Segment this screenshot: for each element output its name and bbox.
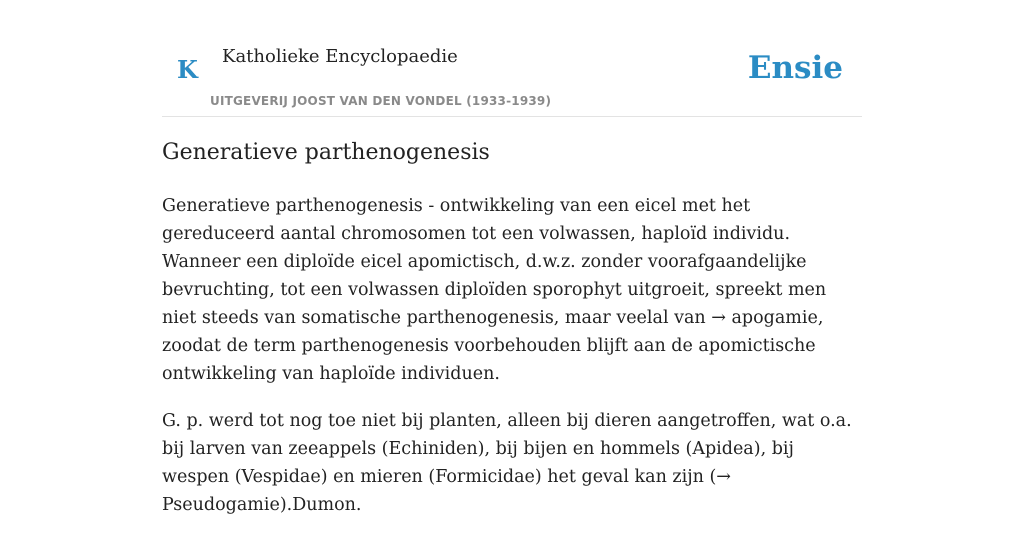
article-paragraph: G. p. werd tot nog toe niet bij planten, alleen bij dieren aangetroffen, wat o.a. bij larven van zeeappels (Echiniden), bij bijen en hommels (Apidea), bij wespen (Vespidae) en mieren (Formicidae) het geval kan zijn (→ Pseudogamie).Dumon. — [162, 411, 852, 515]
page-title: Generatieve parthenogenesis — [162, 140, 490, 165]
site-title[interactable]: Katholieke Encyclopaedie — [222, 46, 458, 67]
article-paragraph: Generatieve parthenogenesis - ontwikkeling van een eicel met het gereduceerd aantal chromosomen tot een volwassen, haploïd individu. Wanneer een diploïde eicel apomictisch, d.w.z. zonder voorafgaandelijke bevruchting, tot een volwassen diploïden sporophyt uitgroeit, spreekt men niet steeds van somatische parthenogenesis, maar veelal van → apogamie, zoodat de term parthenogenesis voorbehouden blijft aan de apomictische ontwikkeling van haploïde individuen. — [162, 196, 827, 384]
page — [162, 0, 862, 515]
encyclopedia-logo[interactable]: K — [177, 55, 198, 84]
header — [162, 0, 862, 117]
publisher-label: UITGEVERIJ JOOST VAN DEN VONDEL (1933-1939) — [210, 94, 552, 108]
article-body — [162, 192, 862, 538]
ensie-logo[interactable]: Ensie — [747, 50, 843, 86]
